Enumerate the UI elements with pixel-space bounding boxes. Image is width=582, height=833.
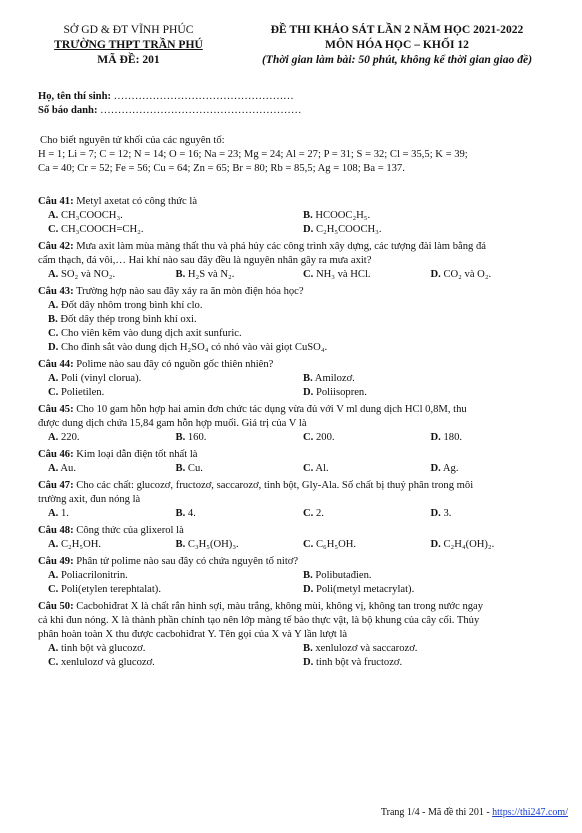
- student-info: [38, 90, 558, 118]
- option-d: D. 3.: [430, 508, 452, 519]
- option-b: B. H₂S và N₂.: [175, 269, 235, 280]
- option-c: C. C₆H₅OH.: [303, 539, 357, 550]
- option-a: A. tinh bột và glucozơ.: [48, 643, 146, 654]
- exam-title: ĐỀ THI KHẢO SÁT LẦN 2 NĂM HỌC 2021-2022: [270, 23, 524, 36]
- footer-link[interactable]: https://thi247.com/: [492, 807, 568, 818]
- subject-title: MÔN HÓA HỌC – KHỐI 12: [325, 38, 469, 51]
- exam-code: MÃ ĐỀ: 201: [97, 53, 160, 66]
- option-a: A. Poli (vinyl clorua).: [48, 373, 142, 384]
- question-text: Metyl axetat có công thức là: [76, 196, 198, 207]
- question-number: Câu 43:: [38, 286, 74, 297]
- option-a: A. 1.: [48, 508, 69, 519]
- option-a: A. CH₃COOCH₃.: [48, 210, 123, 221]
- question-49: [38, 555, 558, 597]
- question-45: [38, 403, 558, 445]
- question-41: [38, 195, 558, 237]
- question-text: Phân tử polime nào sau đây có chứa nguyên tố nitơ?: [76, 556, 299, 567]
- option-b: B. HCOOC₂H₅.: [303, 210, 371, 221]
- page-footer: [318, 806, 568, 820]
- question-47: [38, 479, 558, 521]
- option-a: A. Poliacrilonitrin.: [48, 570, 128, 581]
- question-text-cont: cẩm thạch, đá vôi,… Hai khí nào sau đây đều là nguyên nhân gây ra mưa axit?: [38, 255, 372, 266]
- option-a: A. 220.: [48, 432, 80, 443]
- option-b: B. Amilozơ.: [303, 373, 355, 384]
- atomic-weights: [38, 134, 558, 176]
- question-text: Cho các chất: glucozơ, fructozơ, saccarozơ, tinh bột, Gly-Ala. Số chất bị thuỷ phân trong môi: [76, 480, 474, 491]
- option-d: D. C₂H₄(OH)₂.: [430, 539, 495, 550]
- question-42: [38, 240, 558, 282]
- atomic-intro: Cho biết nguyên tử khối của các nguyên tố:: [40, 135, 225, 146]
- option-b: B. 4.: [175, 508, 196, 519]
- atomic-line-1: H = 1; Li = 7; C = 12; N = 14; O = 16; Na = 23; Mg = 24; Al = 27; P = 31; S = 32; Cl = 35,5; K = 39;: [38, 149, 468, 160]
- option-c: C. CH₃COOCH=CH₂.: [48, 224, 144, 235]
- question-number: Câu 47:: [38, 480, 74, 491]
- option-b: B. Đốt dây thép trong bình khí oxi.: [48, 314, 197, 325]
- question-text-cont: trường axit, đun nóng là: [38, 494, 141, 505]
- option-d: D. Poliisopren.: [303, 387, 367, 398]
- option-d: D. Ag.: [430, 463, 459, 474]
- school-name: TRƯỜNG THPT TRẦN PHÚ: [54, 38, 203, 51]
- question-number: Câu 46:: [38, 449, 74, 460]
- question-50: [38, 600, 558, 670]
- question-number: Câu 44:: [38, 359, 74, 370]
- option-c: C. Polietilen.: [48, 387, 105, 398]
- option-b: B. Polibutađien.: [303, 570, 372, 581]
- option-b: B. xenlulozơ và saccarozơ.: [303, 643, 418, 654]
- option-a: A. Au.: [48, 463, 76, 474]
- question-46: [38, 448, 558, 476]
- question-number: Câu 42:: [38, 241, 74, 252]
- header-right: [226, 22, 568, 67]
- option-c: C. 200.: [303, 432, 335, 443]
- question-text: Kim loại dẫn điện tốt nhất là: [76, 449, 198, 460]
- footer-text: Trang 1/4 - Mã đề thi 201 -: [380, 807, 493, 818]
- option-b: B. 160.: [175, 432, 207, 443]
- question-text: Polime nào sau đây có nguồn gốc thiên nhiên?: [76, 359, 274, 370]
- question-44: [38, 358, 558, 400]
- questions: [38, 192, 558, 670]
- question-text-cont: được dung dịch chứa 15,84 gam hỗn hợp muối. Giá trị của V là: [38, 418, 307, 429]
- question-number: Câu 50:: [38, 601, 74, 612]
- time-note: (Thời gian làm bài: 50 phút, không kể thời gian giao đề): [261, 53, 533, 66]
- option-d: D. Poli(metyl metacrylat).: [303, 584, 415, 595]
- option-a: A. Đốt dây nhôm trong bình khí clo.: [48, 300, 203, 311]
- option-c: C. Poli(etylen terephtalat).: [48, 584, 161, 595]
- option-d: D. 180.: [430, 432, 463, 443]
- option-c: C. xenlulozơ và glucozơ.: [48, 657, 155, 668]
- option-d: D. CO₂ và O₂.: [430, 269, 492, 280]
- option-c: C. 2.: [303, 508, 324, 519]
- option-d: D. tinh bột và fructozơ.: [303, 657, 403, 668]
- question-number: Câu 45:: [38, 404, 74, 415]
- question-text: Công thức của glixerol là: [76, 525, 184, 536]
- option-c: C. Al.: [303, 463, 329, 474]
- option-a: A. SO₂ và NO₂.: [48, 269, 116, 280]
- dept-name: SỞ GD & ĐT VĨNH PHÚC: [63, 23, 194, 36]
- question-text: Mưa axit làm mùa màng thất thu và phá hủy các công trình xây dựng, các tượng đài làm bằng đá: [76, 241, 486, 252]
- question-48: [38, 524, 558, 552]
- option-c: C. Cho viên kẽm vào dung dịch axit sunfuric.: [48, 328, 242, 339]
- name-dots: ……………………………………………: [113, 91, 294, 102]
- atomic-line-2: Ca = 40; Cr = 52; Fe = 56; Cu = 64; Zn = 65; Br = 80; Rb = 85,5; Ag = 108; Ba = 137.: [38, 163, 405, 174]
- id-dots: …………………………………………………: [100, 105, 302, 116]
- question-text: Trường hợp nào sau đây xảy ra ăn mòn điện hóa học?: [76, 286, 304, 297]
- id-label: Số báo danh:: [38, 105, 98, 116]
- option-a: A. C₂H₅OH.: [48, 539, 102, 550]
- option-d: D. C₂H₅COOCH₃.: [303, 224, 382, 235]
- option-c: C. NH₃ và HCl.: [303, 269, 371, 280]
- question-number: Câu 48:: [38, 525, 74, 536]
- question-number: Câu 49:: [38, 556, 74, 567]
- option-b: B. C₃H₅(OH)₃.: [175, 539, 239, 550]
- question-text-cont: phân hoàn toàn X thu được cacbohiđrat Y. Tên gọi của X và Y lần lượt là: [38, 629, 348, 640]
- option-d: D. Cho đinh sắt vào dung dịch H₂SO₄ có nhỏ vào vài giọt CuSO₄.: [48, 342, 328, 353]
- question-text: Cacbohiđrat X là chất rắn hình sợi, màu trắng, không mùi, không vị, không tan trong nước ngay: [76, 601, 484, 612]
- question-text-cont: cả khi đun nóng. X là thành phần chính tạo nên lớp màng tế bào thực vật, là bộ khung của cây cối. Thủy: [38, 615, 480, 626]
- question-number: Câu 41:: [38, 196, 74, 207]
- option-b: B. Cu.: [175, 463, 203, 474]
- question-43: [38, 285, 558, 355]
- name-label: Họ, tên thí sinh:: [38, 91, 111, 102]
- header-left: [26, 22, 231, 67]
- question-text: Cho 10 gam hỗn hợp hai amin đơn chức tác dụng vừa đủ với V ml dung dịch HCl 0,8M, thu: [76, 404, 467, 415]
